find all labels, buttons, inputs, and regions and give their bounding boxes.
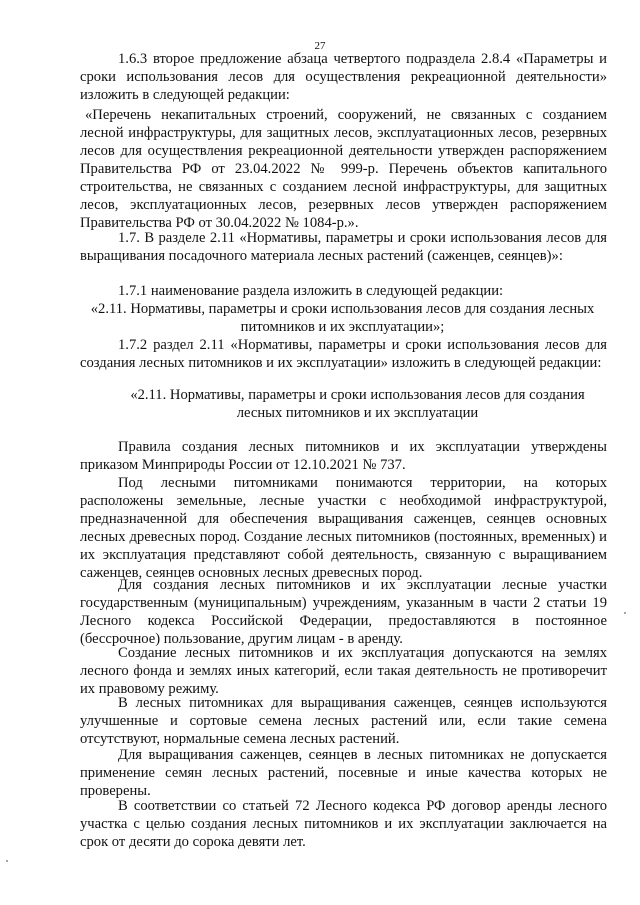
scan-speck bbox=[6, 860, 8, 862]
paragraph-permitted-lands: Создание лесных питомников и их эксплуатация допускаются на землях лесного фонда и землях иных категорий, если такая деятельность не противоречит их правовому режиму. bbox=[80, 645, 607, 697]
paragraph-rules: Правила создания лесных питомников и их эксплуатации утверждены приказом Минприроды России от 12.10.2021 № 737. bbox=[80, 439, 607, 473]
paragraph-1-7-2: 1.7.2 раздел 2.11 «Нормативы, параметры и сроки использования лесов для создания лесных питомников и их эксплуатации» изложить в следующей редакции: bbox=[80, 337, 607, 371]
paragraph-1-6-3: 1.6.3 второе предложение абзаца четвертого подраздела 2.8.4 «Параметры и сроки использования лесов для осуществления рекреационной деятельности» изложить в следующей редакции: bbox=[80, 51, 607, 103]
paragraph-1-7: 1.7. В разделе 2.11 «Нормативы, параметры и сроки использования лесов для выращивания посадочного материала лесных растений (саженцев, сеянцев)»: bbox=[80, 230, 607, 264]
section-heading-new-title: «2.11. Нормативы, параметры и сроки использования лесов для создания лесных питомников и их эксплуатации»; bbox=[90, 301, 595, 335]
paragraph-nursery-definition: Под лесными питомниками понимаются территории, на которых расположены земельные, лесные участки с необходимой инфраструктурой, предназначенной для обеспечения выращивания саженцев, сеянцев основных лесных древесных пород. Создание лесных питомников (постоянных, временных) и их эксплуатация представляют собой деятельность, связанную с выращиванием саженцев, сеянцев основных лесных древесных пород. bbox=[80, 475, 607, 581]
paragraph-1-7-1: 1.7.1 наименование раздела изложить в следующей редакции: bbox=[118, 283, 504, 299]
page-number: 27 bbox=[314, 40, 326, 52]
scan-speck bbox=[624, 612, 626, 614]
paragraph-seeds-forbidden: Для выращивания саженцев, сеянцев в лесных питомниках не допускается применение семян лесных растений, посевные и иные качества которых не проверены. bbox=[80, 747, 607, 799]
paragraph-land-provision: Для создания лесных питомников и их эксплуатации лесные участки государственным (муниципальным) учреждениям, указанным в части 2 статьи 19 Лесного кодекса Российской Федерации, предоставляются в постоянное (бессрочное) пользование, другим лицам - в аренду. bbox=[80, 577, 607, 647]
paragraph-seeds-used: В лесных питомниках для выращивания саженцев, сеянцев используются улучшенные и сортовые семена лесных растений или, если такие семена отсутствуют, нормальные семена лесных растений. bbox=[80, 695, 607, 747]
section-heading-2-11: «2.11. Нормативы, параметры и сроки использования лесов для создания лесных питомников и их эксплуатации bbox=[130, 387, 585, 421]
paragraph-lease-term: В соответствии со статьей 72 Лесного кодекса РФ договор аренды лесного участка с целью создания лесных питомников и их эксплуатации заключается на срок от десяти до сорока девяти лет. bbox=[80, 798, 607, 850]
quote-recreation-list: «Перечень некапитальных строений, сооружений, не связанных с созданием лесной инфраструктуры, для защитных лесов, эксплуатационных лесов, резервных лесов для осуществления рекреационной деятельности утвержден распоряжением Правительства РФ от 23.04.2022 № 999-р. Перечень объектов капитального строительства, не связанных с созданием лесной инфраструктуры, для защитных лесов, эксплуатационных лесов, резервных лесов утвержден распоряжением Правительства РФ от 30.04.2022 № 1084-р.». bbox=[80, 107, 607, 231]
